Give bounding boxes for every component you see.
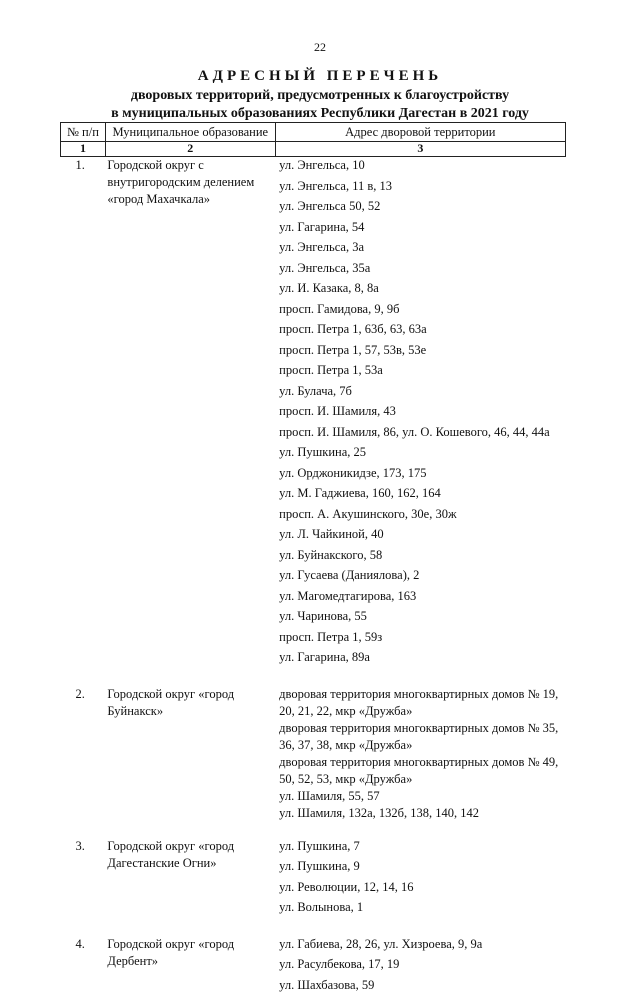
address-item: ул. Волынова, 1 (279, 899, 565, 916)
address-item: дворовая территория многоквартирных домов № 49, 50, 52, 53, мкр «Дружба» (279, 754, 565, 788)
address-item: ул. Энгельса, 11 в, 13 (279, 178, 565, 195)
address-item: ул. Л. Чайкиной, 40 (279, 526, 565, 543)
address-item: ул. Гагарина, 54 (279, 219, 565, 236)
address-item: просп. Петра 1, 57, 53в, 53е (279, 342, 565, 359)
address-list (275, 686, 565, 822)
document-subtitle-line-1: дворовых территорий, предусмотренных к благоустройству (0, 88, 640, 104)
address-item: ул. Шахбазова, 59 (279, 977, 565, 994)
header-municipality: Муниципальное образование (105, 123, 275, 142)
table-row (61, 838, 566, 920)
row-index: 3. (61, 838, 106, 920)
address-item: ул. Шамиля, 55, 57 (279, 788, 565, 805)
address-item: просп. А. Акушинского, 30е, 30ж (279, 506, 565, 523)
address-item: ул. М. Гаджиева, 160, 162, 164 (279, 485, 565, 502)
address-item: ул. Габиева, 28, 26, ул. Хизроева, 9, 9а (279, 936, 565, 953)
table-header-row (61, 123, 566, 142)
address-list (275, 157, 565, 670)
address-item: ул. Энгельса, 35а (279, 260, 565, 277)
address-item: ул. Орджоникидзе, 173, 175 (279, 465, 565, 482)
address-item: просп. Гамидова, 9, 9б (279, 301, 565, 318)
table-row (61, 157, 566, 670)
address-item: ул. Энгельса 50, 52 (279, 198, 565, 215)
column-number: 1 (61, 142, 106, 157)
address-item: просп. И. Шамиля, 43 (279, 403, 565, 420)
table-row (61, 686, 566, 822)
address-item: дворовая территория многоквартирных домов № 19, 20, 21, 22, мкр «Дружба» (279, 686, 565, 720)
address-item: просп. Петра 1, 53а (279, 362, 565, 379)
address-item: ул. Пушкина, 7 (279, 838, 565, 855)
table-body (61, 157, 566, 997)
column-number: 3 (275, 142, 565, 157)
table-row (61, 936, 566, 997)
address-item: ул. Пушкина, 9 (279, 858, 565, 875)
address-item: ул. Гусаева (Даниялова), 2 (279, 567, 565, 584)
address-list (275, 936, 565, 997)
page-number: 22 (0, 40, 640, 55)
address-item: просп. Петра 1, 63б, 63, 63а (279, 321, 565, 338)
row-spacer (61, 670, 566, 686)
table-column-numbers-row (61, 142, 566, 157)
address-item: ул. Шамиля, 132а, 132б, 138, 140, 142 (279, 805, 565, 822)
document-subtitle-line-2: в муниципальных образованиях Республики Дагестан в 2021 году (0, 106, 640, 122)
address-register-table (60, 122, 566, 997)
address-item: ул. Буйнакского, 58 (279, 547, 565, 564)
address-item: ул. Гагарина, 89а (279, 649, 565, 666)
municipality-name: Городской округ «город Дагестанские Огни» (105, 838, 275, 920)
address-list (275, 838, 565, 920)
header-address: Адрес дворовой территории (275, 123, 565, 142)
address-item: ул. Расулбекова, 17, 19 (279, 956, 565, 973)
address-item: просп. Петра 1, 59з (279, 629, 565, 646)
municipality-name: Городской округ «город Буйнакск» (105, 686, 275, 822)
municipality-name: Городской округ «город Дербент» (105, 936, 275, 997)
column-number: 2 (105, 142, 275, 157)
row-spacer (61, 920, 566, 936)
address-item: ул. Революции, 12, 14, 16 (279, 879, 565, 896)
row-index: 4. (61, 936, 106, 997)
document-title: АДРЕСНЫЙ ПЕРЕЧЕНЬ (0, 68, 640, 85)
municipality-name: Городской округ с внутригородским делением «город Махачкала» (105, 157, 275, 670)
address-item: ул. Магомедтагирова, 163 (279, 588, 565, 605)
address-item: ул. Булача, 7б (279, 383, 565, 400)
address-item: ул. Энгельса, 3а (279, 239, 565, 256)
row-index: 1. (61, 157, 106, 670)
address-item: просп. И. Шамиля, 86, ул. О. Кошевого, 46, 44, 44а (279, 424, 565, 441)
address-item: дворовая территория многоквартирных домов № 35, 36, 37, 38, мкр «Дружба» (279, 720, 565, 754)
address-item: ул. И. Казака, 8, 8а (279, 280, 565, 297)
row-spacer (61, 822, 566, 838)
address-item: ул. Энгельса, 10 (279, 157, 565, 174)
address-item: ул. Пушкина, 25 (279, 444, 565, 461)
header-index: № п/п (61, 123, 106, 142)
row-index: 2. (61, 686, 106, 822)
address-item: ул. Чаринова, 55 (279, 608, 565, 625)
